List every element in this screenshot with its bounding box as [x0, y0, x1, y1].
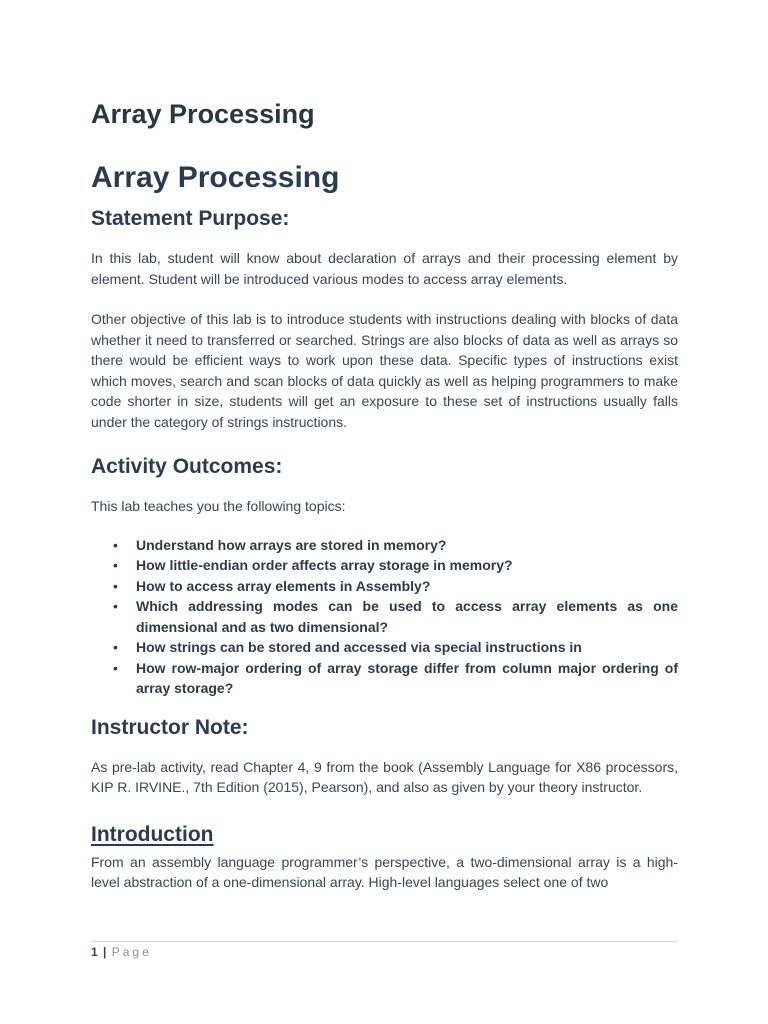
- page-title: Array Processing: [91, 161, 340, 194]
- introduction-heading: Introduction: [91, 822, 214, 846]
- bullet-icon: •: [113, 557, 118, 573]
- footer-divider: [91, 941, 678, 942]
- statement-purpose-paragraph-1: In this lab, student will know about declaration of arrays and their processing element by element. Student will be introduced various modes to access array elements.: [91, 250, 678, 287]
- bullet-icon: •: [113, 598, 118, 614]
- list-item: [91, 658, 678, 699]
- topics-list: [91, 535, 678, 699]
- introduction-paragraph: From an assembly language programmer’s perspective, a two-dimensional array is a high-level abstraction of a one-dimensional array. High-level languages select one of two: [91, 853, 678, 890]
- bullet-icon: •: [113, 536, 118, 553]
- list-item: [91, 596, 678, 637]
- document-title: Array Processing: [91, 99, 315, 129]
- page-number: 1: [91, 945, 98, 959]
- list-item: [91, 576, 678, 597]
- page-separator: |: [103, 945, 107, 959]
- statement-purpose-paragraph-2: Other objective of this lab is to introduce students with instructions dealing with blocks of data whether it need to transferred or searched. Strings are also blocks of data as well as arrays so there would be efficient ways to work upon these data. Specific types of instructions exist which moves, search and scan blocks of data quickly as well as helping programmers to make code shorter in size, students will get an exposure to these set of instructions usually falls under the category of strings instructions.: [91, 311, 678, 430]
- topic-text: How little-endian order affects array storage in memory?: [136, 557, 513, 573]
- instructor-note-paragraph: As pre-lab activity, read Chapter 4, 9 from the book (Assembly Language for X86 processors, KIP R. IRVINE., 7th Edition (2015), Pearson), and also as given by your theory instructor.: [91, 758, 678, 795]
- list-item: [91, 535, 678, 556]
- list-item: [91, 637, 678, 658]
- topic-text: How to access array elements in Assembly?: [136, 577, 431, 594]
- topic-text: Understand how arrays are stored in memory?: [136, 536, 447, 553]
- bullet-icon: •: [113, 639, 118, 655]
- activity-outcomes-intro: This lab teaches you the following topics:: [91, 498, 346, 514]
- statement-purpose-heading: Statement Purpose:: [91, 207, 290, 230]
- bullet-icon: •: [113, 577, 118, 594]
- topic-text: How strings can be stored and accessed via special instructions in: [136, 639, 582, 655]
- topic-text: Which addressing modes can be used to access array elements as one dimensional and as two dimensional?: [136, 598, 678, 635]
- page-footer: [91, 943, 152, 961]
- page-content: [91, 92, 678, 893]
- page-label: Page: [111, 945, 152, 959]
- instructor-note-heading: Instructor Note:: [91, 715, 249, 739]
- activity-outcomes-heading: Activity Outcomes:: [91, 455, 283, 478]
- bullet-icon: •: [113, 659, 118, 676]
- topic-text: How row-major ordering of array storage differ from column major ordering of array storage?: [136, 659, 678, 696]
- list-item: [91, 555, 678, 576]
